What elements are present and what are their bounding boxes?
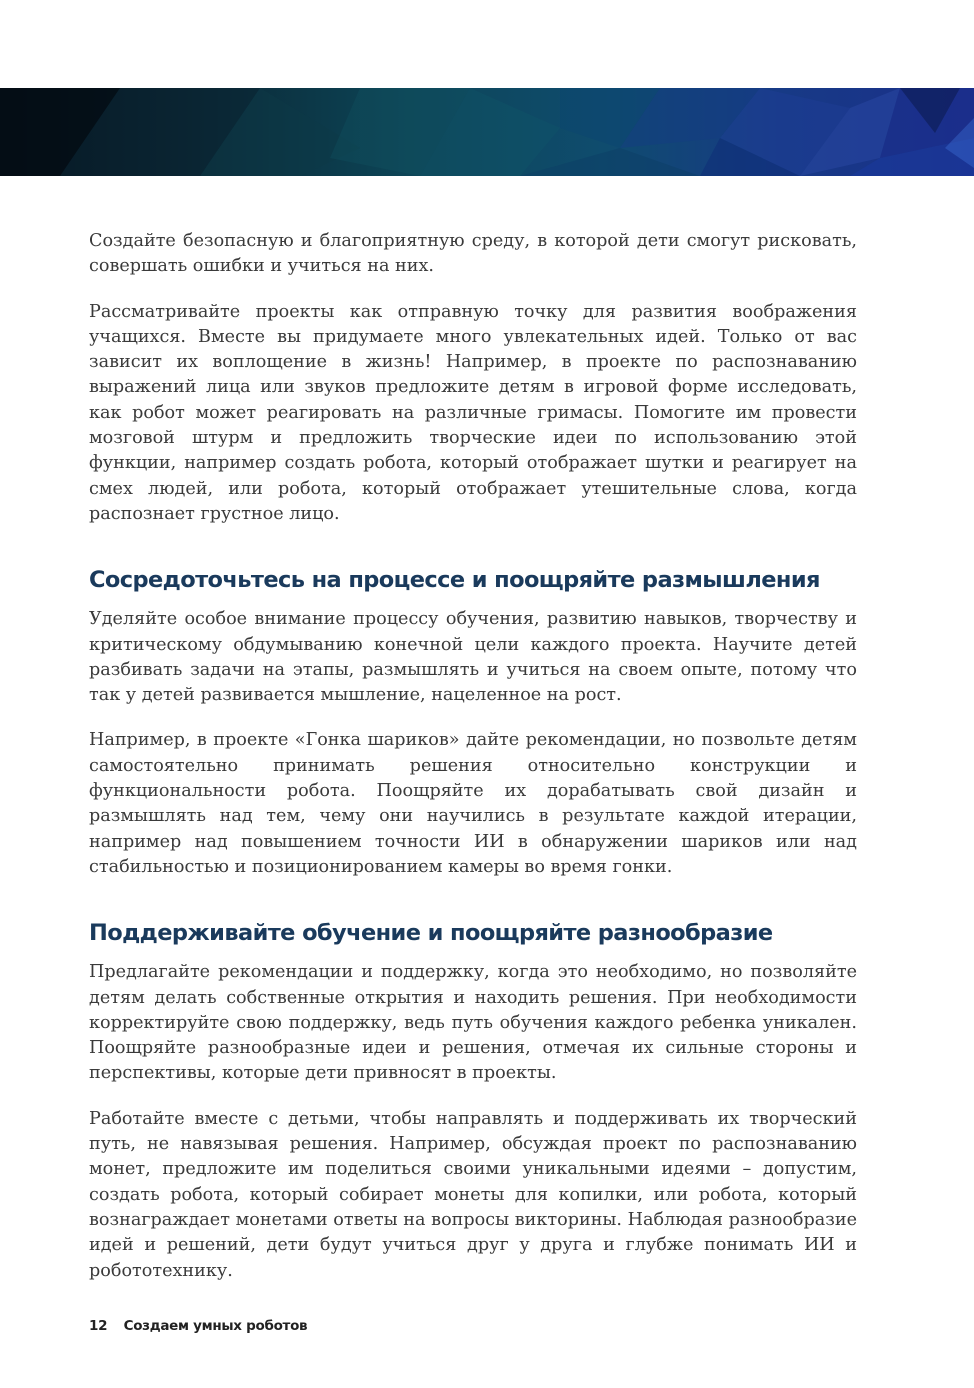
paragraph: Например, в проекте «Гонка шариков» дайте рекомендации, но позвольте детям самостоятельно принимать решения относительно конструкции и функциональности робота. Поощряйте их дорабатывать свой дизайн и размышлять над тем, чему они научились в результате каждой итерации, например над повышением точности ИИ в обнаружении шариков или над стабильностью и позиционированием камеры во время гонки. [89, 730, 857, 877]
paragraph: Рассматривайте проекты как отправную точку для развития воображения учащихся. Вместе вы придумаете много увлекательных идей. Только от вас зависит их воплощение в жизнь! Например, в проекте по распознаванию выражений лица или звуков предложите детям в игровой форме исследовать, как робот может реагировать на различные гримасы. Помогите им провести мозговой штурм и предложить творческие идеи по использованию этой функции, например создать робота, который отображает шутки и реагирует на смех людей, или робота, который отображает утешительные слова, когда распознает грустное лицо. [89, 301, 857, 524]
section-heading: Поддерживайте обучение и поощряйте разнообразие [89, 920, 773, 947]
book-title: Создаем умных роботов [123, 1318, 308, 1334]
banner-polygon-graphic [0, 88, 974, 176]
page-number: 12 [89, 1318, 108, 1334]
paragraph: Предлагайте рекомендации и поддержку, когда это необходимо, но позволяйте детям делать собственные открытия и находить решения. При необходимости корректируйте свою поддержку, ведь путь обучения каждого ребенка уникален. Поощряйте разнообразные идеи и решения, отмечая их сильные стороны и перспективы, которые дети привносят в проекты. [89, 962, 857, 1084]
paragraph: Создайте безопасную и благоприятную среду, в которой дети смогут рисковать, совершать ошибки и учиться на них. [89, 231, 857, 277]
paragraph: Работайте вместе с детьми, чтобы направлять и поддерживать их творческий путь, не навязывая решения. Например, обсуждая проект по распознаванию монет, предложите им поделиться своими уникальными идеями – допустим, создать робота, который собирает монеты для копилки, или робота, который вознаграждает монетами ответы на вопросы викторины. Наблюдая разнообразие идей и решений, дети будут учиться друг у друга и глубже понимать ИИ и робототехнику. [89, 1108, 857, 1281]
header-banner [0, 88, 974, 176]
page-content [89, 229, 857, 1304]
page-footer [89, 1318, 307, 1334]
section-heading: Сосредоточьтесь на процессе и поощряйте размышления [89, 567, 820, 594]
paragraph: Уделяйте особое внимание процессу обучения, развитию навыков, творчеству и критическому обдумыванию конечной цели каждого проекта. Научите детей разбивать задачи на этапы, размышлять и учиться на своем опыте, потому что так у детей развивается мышление, нацеленное на рост. [89, 609, 857, 706]
